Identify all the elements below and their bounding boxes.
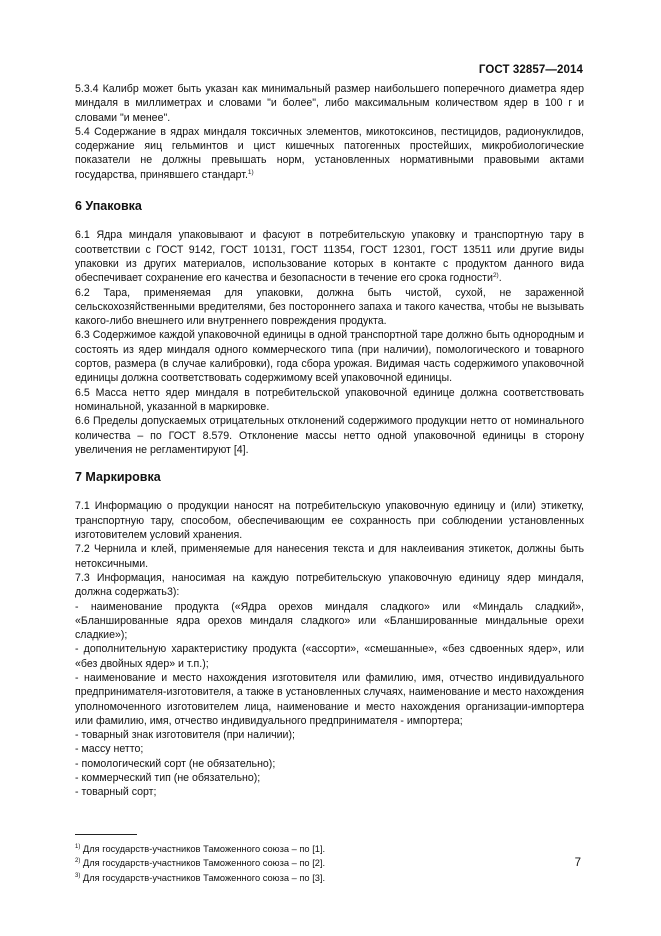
paragraph-7-1: 7.1 Информацию о продукции наносят на потребительскую упаковочную единицу и (или) этикетку, транспортную тару, способом, обеспечивающим ее сохранность при соблюдении установленных изготовителем условий хранения. xyxy=(75,500,584,542)
footnote-mark: 2) xyxy=(75,858,81,865)
paragraph-5-4 xyxy=(75,125,584,182)
page-content xyxy=(75,82,584,884)
paragraph-6-1-end: . xyxy=(498,272,502,285)
list-item: - наименование и место нахождения изготовителя или фамилию, имя, отчество индивидуального предпринимателя-изготовителя, а также в установленных случаях, наименование и место нахождения уполномоченного изготовителем лица, наименование и место нахождения организации-импортера или фамилию, имя, отчество индивидуального предпринимателя - импортера; xyxy=(75,671,584,727)
list-item: - товарный сорт; xyxy=(75,786,157,799)
list-item: - дополнительную характеристику продукта («ассорти», «смешанные», «без сдвоенных ядер», или «без двойных ядер» и т.п.); xyxy=(75,643,584,670)
section-6-heading: 6 Упаковка xyxy=(75,199,142,214)
document-id-header: ГОСТ 32857—2014 xyxy=(478,64,583,76)
list-item: - товарный знак изготовителя (при наличии); xyxy=(75,729,295,742)
paragraph-5-3-4-text: 5.3.4 Калибр может быть указан как минимальный размер наибольшего поперечного диаметра ядер миндаля в миллиметрах и словами "и более", либо максимальным количеством ядер в 100 г и словами "и менее". xyxy=(75,83,584,124)
list-item: - массу нетто; xyxy=(75,743,144,756)
footnote-text: Для государств-участников Таможенного союза – по [3]. xyxy=(80,872,326,883)
footnote-2 xyxy=(75,855,584,870)
paragraph-5-3-4 xyxy=(75,82,584,125)
footnote-ref-2: 2) xyxy=(492,272,499,280)
paragraph-5-4-text: 5.4 Содержание в ядрах миндаля токсичных элементов, микотоксинов, пестицидов, радионуклидов, содержание яиц гельминтов и цист кишечных патогенных простейших, микробиологические показатели не должны превышать норм, установленных нормативными правовыми актами государства, принявшего стандарт. xyxy=(75,125,584,181)
paragraph-7-3: 7.3 Информация, наносимая на каждую потребительскую упаковочную единицу ядер миндаля, должна содержать3): xyxy=(75,571,584,599)
paragraph-6-1-text: 6.1 Ядра миндаля упаковывают и фасуют в потребительскую упаковку и транспортную тару в соответствии с ГОСТ 9142, ГОСТ 10131, ГОСТ 11354, ГОСТ 12301, ГОСТ 13511 или другие виды упаковки из других материалов, использование которых в контакте с продуктом данного вида обеспечивает сохранение его качества и безопасности в течение его срока годности xyxy=(75,229,584,285)
footnote-mark: 3) xyxy=(75,872,81,879)
paragraph-7-2: 7.2 Чернила и клей, применяемые для нанесения текста и для наклеивания этикеток, должны быть нетоксичными. xyxy=(75,543,584,570)
section-7-heading: 7 Маркировка xyxy=(75,470,161,485)
paragraph-6-1 xyxy=(75,228,584,285)
list-item: - коммерческий тип (не обязательно); xyxy=(75,772,261,785)
paragraph-6-2: 6.2 Тара, применяемая для упаковки, должна быть чистой, сухой, не зараженной сельскохозяйственными вредителями, без постороннего запаха и такого качества, чтобы не вызывать какого-либо внешнего или внутреннего повреждения продукта. xyxy=(75,286,584,328)
footnote-3 xyxy=(75,870,584,885)
footnote-divider xyxy=(75,834,137,835)
footnote-text: Для государств-участников Таможенного союза – по [2]. xyxy=(80,858,326,869)
footnote-1 xyxy=(75,841,584,856)
list-item: - наименование продукта («Ядра орехов миндаля сладкого» или «Миндаль сладкий», «Бланшированные ядра орехов миндаля сладкого» или «Бланшированные миндальные орехи сладкие»); xyxy=(75,600,584,642)
paragraph-6-3: 6.3 Содержимое каждой упаковочной единицы в одной транспортной таре должно быть однородным и состоять из ядер миндаля одного коммерческого типа (при наличии), помологического и товарного сортов, размера (в случае калибровки), года сбора урожая. Видимая часть содержимого упаковочной единицы должна соответствовать содержимому всей упаковочной единицы. xyxy=(75,329,584,385)
paragraph-6-6: 6.6 Пределы допускаемых отрицательных отклонений содержимого продукции нетто от номинального количества – по ГОСТ 8.579. Отклонение массы нетто одной упаковочной единицы в сторону увеличения не регламентируют [4]. xyxy=(75,415,584,456)
footnote-mark: 1) xyxy=(75,843,81,850)
footnote-ref-1: 1) xyxy=(247,168,254,176)
footnote-text: Для государств-участников Таможенного союза – по [1]. xyxy=(80,843,326,854)
page-number: 7 xyxy=(574,857,581,869)
paragraph-6-5: 6.5 Масса нетто ядер миндаля в потребительской упаковочной единице должна соответствовать номинальной, указанной в маркировке. xyxy=(75,386,584,413)
list-item: - помологический сорт (не обязательно); xyxy=(75,757,276,770)
